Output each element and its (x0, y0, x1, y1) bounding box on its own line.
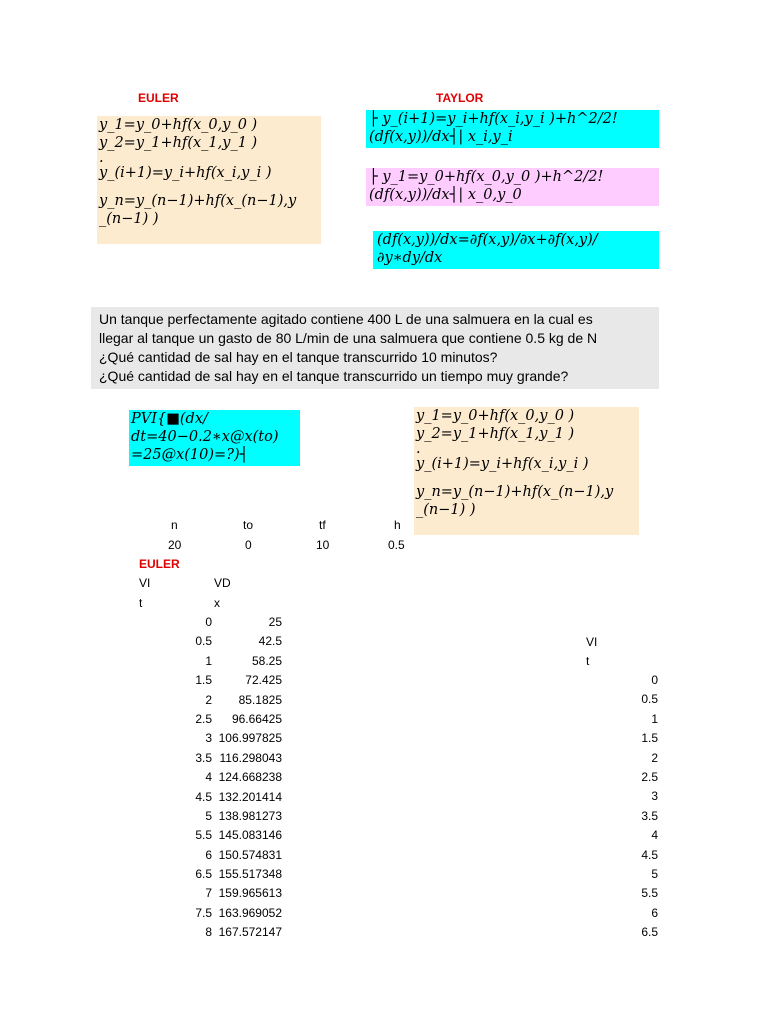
param-header-to: to (243, 518, 254, 532)
x-cell: 167.572147 (218, 925, 282, 940)
t-cell: 2 (205, 692, 212, 707)
x-cell: 124.668238 (218, 770, 282, 785)
table-row (152, 673, 286, 692)
problem-line: llegar al tanque un gasto de 80 L/min de una salmuera que contiene 0.5 kg de N (99, 330, 598, 346)
t-cell: 3.5 (195, 750, 212, 765)
table-row (152, 867, 286, 886)
t-cell: 4 (205, 770, 212, 785)
taylor-formula-line: ├ y_(i+1)=y_i+hf(x_i,y_i )+h^2/2! (369, 111, 618, 127)
t-cell: 1 (205, 653, 212, 668)
x-cell: 159.965613 (218, 886, 282, 901)
param-header-n: n (171, 518, 178, 532)
x-cell: 58.25 (251, 653, 282, 668)
x-cell: 72.425 (245, 673, 282, 688)
table-row (152, 712, 286, 731)
param-value-h: 0.5 (388, 538, 405, 552)
table-row (152, 693, 286, 712)
euler-formula-line: y_2=y_1+hf(x_1,y_1 ) (99, 135, 258, 151)
euler-formula-line: _(n−1) ) (99, 211, 159, 227)
t-cell: 6 (651, 905, 658, 920)
taylor-first-step-box (366, 168, 659, 206)
euler-formula-line: y_1=y_0+hf(x_0,y_0 ) (416, 408, 575, 424)
euler-formula-line (97, 182, 321, 192)
euler-formula-line: y_(i+1)=y_i+hf(x_i,y_i ) (416, 456, 589, 472)
pvi-line: =25@x(10)=?)┤ (131, 447, 249, 463)
t-label: t (139, 596, 143, 610)
param-value-to: 0 (245, 538, 252, 552)
x-cell: 150.574831 (218, 847, 282, 862)
t-cell: 7.5 (195, 905, 212, 920)
taylor-title: TAYLOR (436, 91, 484, 105)
euler-formula-line: y_n=y_(n−1)+hf(x_(n−1),y (416, 484, 614, 500)
euler-formula-line: y_2=y_1+hf(x_1,y_1 ) (416, 426, 575, 442)
vd-label: VD (214, 576, 231, 590)
t-cell: 4 (651, 828, 658, 843)
t-cell: 2 (651, 750, 658, 765)
x-cell: 138.981273 (218, 808, 282, 823)
taylor-general-box (366, 110, 659, 148)
t-cell: 3.5 (641, 808, 658, 823)
x-cell: 155.517348 (218, 867, 282, 882)
problem-line: Un tanque perfectamente agitado contiene 400 L de una salmuera en la cual es (99, 311, 593, 327)
t-cell: 6.5 (195, 867, 212, 882)
t-cell: 1 (651, 711, 658, 726)
euler-table (152, 615, 286, 945)
t-cell: 0.5 (641, 692, 658, 707)
table-row (152, 809, 286, 828)
x-cell: 96.66425 (231, 711, 282, 726)
taylor-formula-line: (df(x,y))/dx┤| x_i,y_i (369, 129, 513, 145)
x-cell: 145.083146 (218, 828, 282, 843)
t-cell: 2.5 (641, 769, 658, 784)
t-cell: 3 (651, 789, 658, 804)
x-cell: 25 (268, 615, 282, 629)
t-cell: 8 (205, 925, 212, 940)
t-cell: 1.5 (641, 731, 658, 746)
derivative-box (373, 231, 659, 269)
right-t-column (598, 673, 658, 944)
x-cell: 132.201414 (218, 789, 282, 804)
pvi-line: dt=40−0.2∗x@x(to) (131, 429, 279, 445)
euler-formula-line: . (99, 152, 104, 164)
t-cell: 4.5 (195, 789, 212, 804)
euler-formula-line: _(n−1) ) (416, 502, 476, 518)
pvi-line: PVI{■(dx/ (131, 411, 208, 427)
euler-formula-line: y_n=y_(n−1)+hf(x_(n−1),y (99, 193, 297, 209)
table-row (152, 731, 286, 750)
table-row (152, 848, 286, 867)
right-vi-label: VI (586, 635, 598, 649)
derivative-line: ∂y∗dy/dx (377, 250, 443, 266)
t-cell: 3 (205, 731, 212, 746)
euler-table-title: EULER (139, 557, 180, 571)
table-row (152, 751, 286, 770)
table-row (152, 770, 286, 789)
euler-formula-line (414, 473, 639, 483)
table-row (152, 828, 286, 847)
pvi-box (129, 410, 300, 466)
x-cell: 42.5 (258, 634, 282, 649)
x-cell: 116.298043 (219, 750, 282, 765)
t-cell: 0 (651, 673, 658, 687)
param-value-tf: 10 (316, 538, 330, 552)
t-cell: 5 (205, 808, 212, 823)
problem-line: ¿Qué cantidad de sal hay en el tanque transcurrido un tiempo muy grande? (99, 368, 569, 384)
x-cell: 163.969052 (218, 905, 282, 920)
x-cell: 106.997825 (218, 731, 282, 746)
param-value-n: 20 (168, 538, 182, 552)
table-row (152, 654, 286, 673)
t-cell: 5.5 (195, 828, 212, 843)
t-cell: 6.5 (641, 925, 658, 940)
euler-formula-line: . (416, 443, 421, 455)
x-cell: 85.1825 (238, 692, 282, 707)
euler-formula-box (97, 116, 321, 244)
table-row (152, 615, 286, 634)
t-cell: 0.5 (195, 634, 212, 649)
problem-line: ¿Qué cantidad de sal hay en el tanque transcurrido 10 minutos? (99, 349, 498, 365)
euler-formula-box-2 (414, 407, 639, 535)
t-cell: 2.5 (195, 711, 212, 726)
derivative-line: (df(x,y))/dx=∂f(x,y)/∂x+∂f(x,y)/ (377, 232, 598, 248)
euler-formula-line: y_1=y_0+hf(x_0,y_0 ) (99, 117, 258, 133)
t-cell: 1.5 (195, 673, 212, 688)
table-row (152, 634, 286, 653)
param-header-h: h (394, 518, 401, 532)
param-header-tf: tf (319, 518, 326, 532)
taylor-formula-line: (df(x,y))/dx┤| x_0,y_0 (369, 187, 522, 203)
table-row (152, 886, 286, 905)
t-cell: 5.5 (641, 886, 658, 901)
table-row (152, 906, 286, 925)
t-cell: 6 (205, 847, 212, 862)
euler-title: EULER (138, 91, 179, 105)
vi-label: VI (139, 576, 151, 590)
euler-formula-line: y_(i+1)=y_i+hf(x_i,y_i ) (99, 165, 272, 181)
taylor-formula-line: ├ y_1=y_0+hf(x_0,y_0 )+h^2/2! (369, 169, 604, 185)
t-cell: 4.5 (641, 847, 658, 862)
table-row (152, 790, 286, 809)
t-cell: 7 (205, 886, 212, 901)
table-row (152, 925, 286, 944)
t-cell: 0 (205, 615, 212, 629)
right-t-label: t (586, 654, 590, 668)
t-cell: 5 (651, 866, 658, 881)
x-label: x (214, 596, 220, 610)
problem-statement (91, 307, 659, 389)
